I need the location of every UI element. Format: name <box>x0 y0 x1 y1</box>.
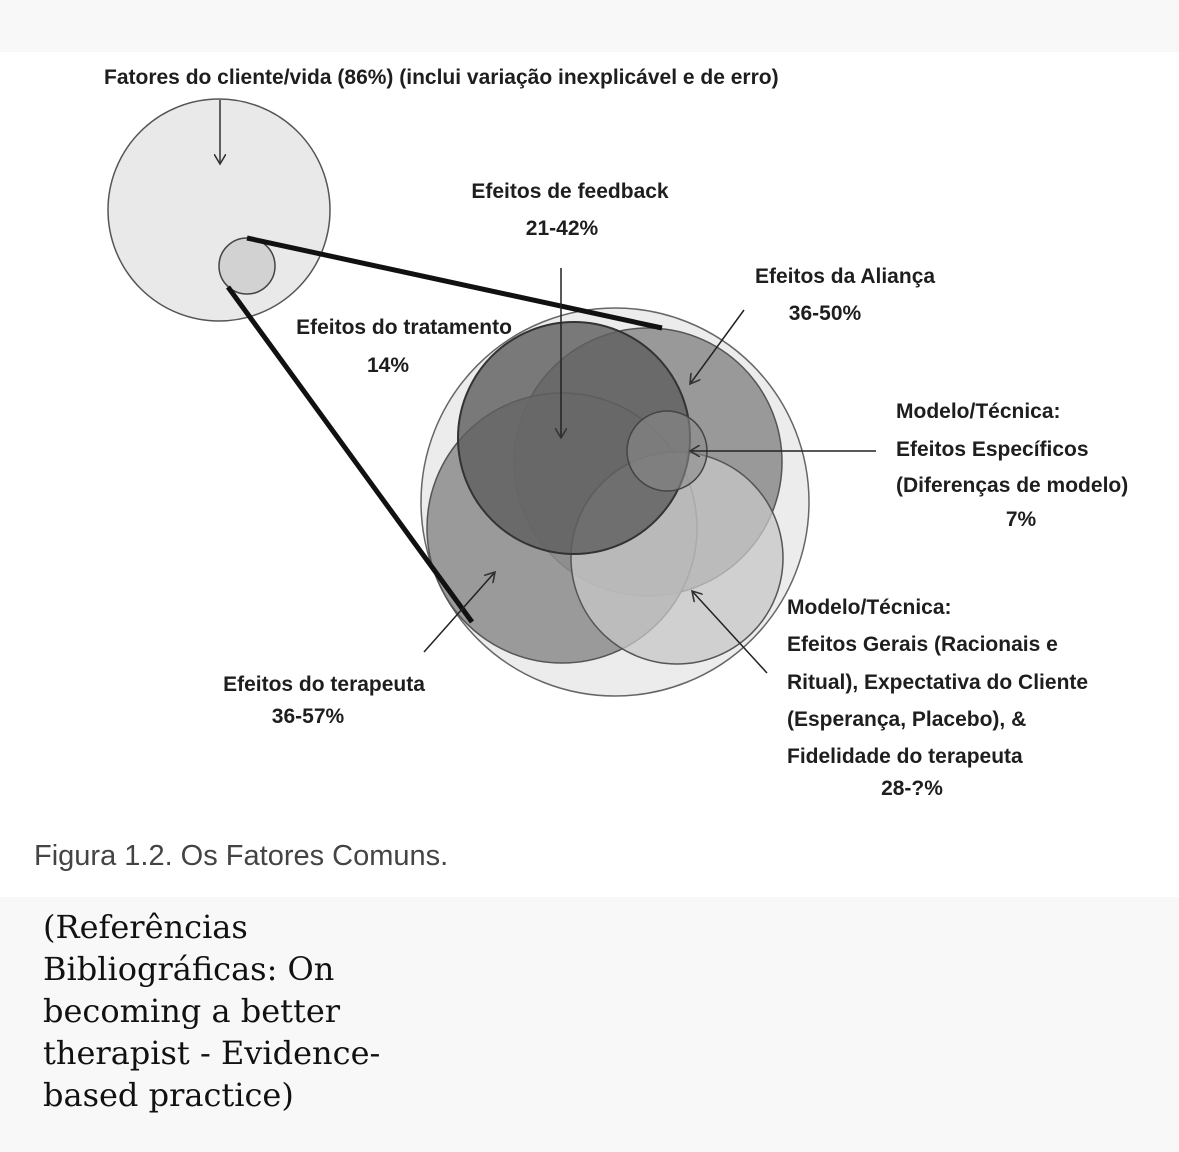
general-line4: (Esperança, Placebo), & <box>787 708 1027 731</box>
general-value: 28-?% <box>881 777 943 800</box>
specific-line1: Modelo/Técnica: <box>896 400 1061 423</box>
specific-value: 7% <box>1005 508 1037 531</box>
general-line2: Efeitos Gerais (Racionais e <box>787 633 1058 656</box>
treatment-subset-circle <box>219 238 275 294</box>
specific-line2: Efeitos Específicos <box>896 438 1089 461</box>
general-line1: Modelo/Técnica: <box>787 596 952 619</box>
treatment-title: Efeitos do tratamento <box>296 316 512 339</box>
therapist-value: 36-57% <box>271 705 345 728</box>
client-factors-circle <box>108 99 330 321</box>
general-line5: Fidelidade do terapeuta <box>787 745 1023 768</box>
general-line3: Ritual), Expectativa do Cliente <box>787 671 1089 694</box>
reference-text: (Referências Bibliográficas: On becoming a better therapist - Evidence-based practice) <box>43 908 381 1114</box>
specific-line3: (Diferenças de modelo) <box>896 474 1129 497</box>
figure-caption: Figura 1.2. Os Fatores Comuns. <box>34 840 449 872</box>
therapist-title: Efeitos do terapeuta <box>223 673 425 696</box>
feedback-value: 21-42% <box>525 217 599 240</box>
client-factors-label: Fatores do cliente/vida (86%) (inclui variação inexplicável e de erro) <box>104 66 779 89</box>
alliance-title: Efeitos da Aliança <box>754 265 936 288</box>
treatment-value: 14% <box>366 354 410 377</box>
feedback-title: Efeitos de feedback <box>471 180 669 203</box>
connector-line-top <box>247 238 662 328</box>
alliance-value: 36-50% <box>788 302 862 325</box>
